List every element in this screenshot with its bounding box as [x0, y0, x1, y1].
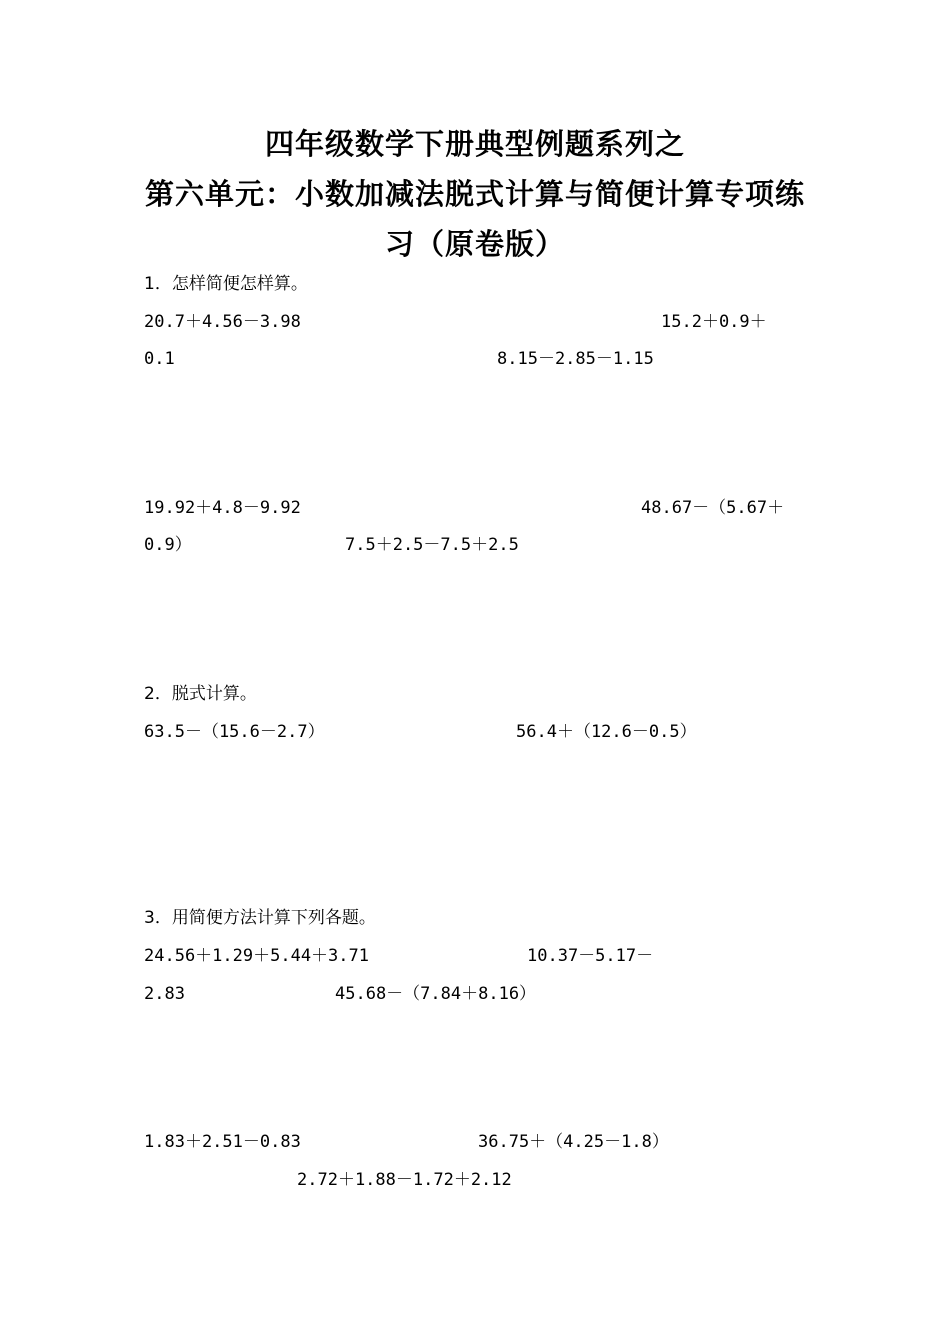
- title-line-3: 习（原卷版）: [384, 227, 565, 261]
- title-line-2: 第六单元：小数加减法脱式计算与简便计算专项练: [144, 177, 805, 211]
- problem-1-5: 48.67－（5.67＋: [641, 498, 785, 518]
- problem-3-1: 24.56＋1.29＋5.44＋3.71: [144, 946, 369, 966]
- problem-1-5-continued: 0.9）: [144, 535, 192, 555]
- question-3-heading: 3．用简便方法计算下列各题。: [144, 908, 376, 928]
- problem-3-5: 36.75＋（4.25－1.8）: [478, 1132, 669, 1152]
- problem-3-4: 1.83＋2.51－0.83: [144, 1132, 301, 1152]
- problem-3-3: 45.68－（7.84＋8.16）: [335, 984, 537, 1004]
- question-2-heading: 2．脱式计算。: [144, 684, 257, 704]
- problem-1-2-continued: 0.1: [144, 349, 175, 369]
- problem-3-6: 2.72＋1.88－1.72＋2.12: [297, 1170, 512, 1190]
- problem-2-2: 56.4＋（12.6－0.5）: [516, 722, 697, 742]
- problem-1-3: 8.15－2.85－1.15: [497, 349, 654, 369]
- problem-1-2: 15.2＋0.9＋: [661, 312, 767, 332]
- problem-3-2: 10.37－5.17－: [527, 946, 654, 966]
- problem-3-2-continued: 2.83: [144, 984, 185, 1004]
- title-line-1: 四年级数学下册典型例题系列之: [264, 127, 685, 161]
- question-1-heading: 1．怎样简便怎样算。: [144, 274, 308, 294]
- problem-2-1: 63.5－（15.6－2.7）: [144, 722, 325, 742]
- problem-1-6: 7.5＋2.5－7.5＋2.5: [345, 535, 519, 555]
- problem-1-4: 19.92＋4.8－9.92: [144, 498, 301, 518]
- problem-1-1: 20.7＋4.56－3.98: [144, 312, 301, 332]
